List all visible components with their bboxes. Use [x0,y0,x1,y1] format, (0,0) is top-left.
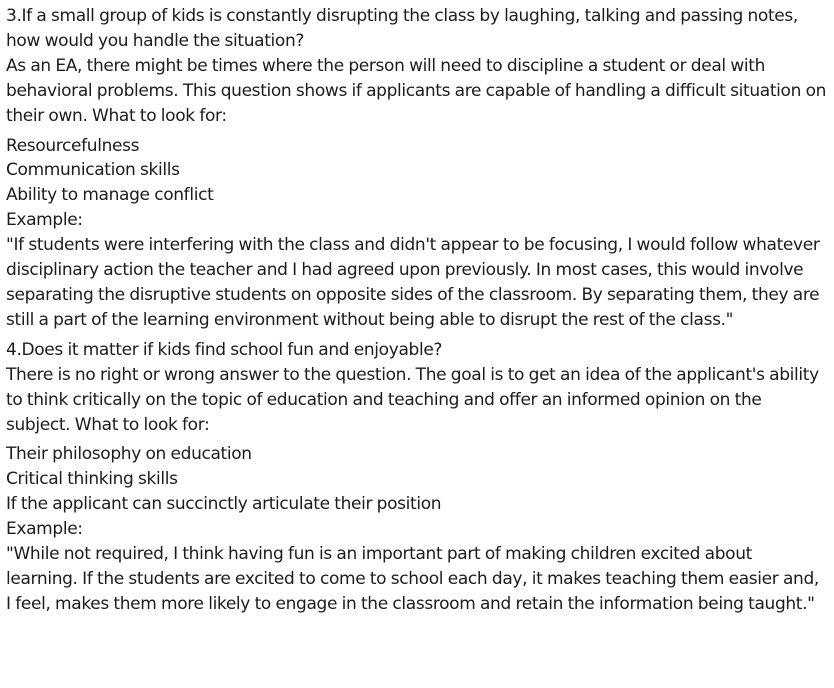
trait-item: If the applicant can succinctly articulate their position [6,494,442,515]
question-3-section [6,4,828,129]
trait-item: Communication skills [6,160,180,181]
example-label: Example: [6,210,83,231]
trait-item: Critical thinking skills [6,469,178,490]
example-answer: "If students were interfering with the class and didn't appear to be focusing, I would follow whatever disciplinary action the teacher and I had agreed upon previously. In most cases, this would involve separating the disruptive students on opposite sides of the classroom. By separating them, they are still a part of the learning environment without being able to disrupt the rest of the class." [6,235,820,330]
question-3-title: 3.If a small group of kids is constantly disrupting the class by laughing, talking and passing notes, how would you handle the situation? [6,6,798,51]
question-4-details [6,442,828,616]
trait-item: Resourcefulness [6,135,140,156]
question-3-intro: As an EA, there might be times where the person will need to discipline a student or deal with behavioral problems. This question shows if applicants are capable of handling a difficult situation on their own. What to look for: [6,55,827,126]
question-4-title: 4.Does it matter if kids find school fun and enjoyable? [6,339,443,360]
question-4-intro: There is no right or wrong answer to the question. The goal is to get an idea of the applicant's ability to think critically on the topic of education and teaching and offer an informed opinion on the subject. What to look for: [6,364,819,435]
example-answer: "While not required, I think having fun is an important part of making children excited about learning. If the students are excited to come to school each day, it makes teaching them easier and, I feel, makes them more likely to engage in the classroom and retain the information being taught." [6,544,819,614]
question-4-section [6,338,828,438]
trait-item: Their philosophy on education [6,444,252,465]
question-3-details [6,134,828,333]
trait-item: Ability to manage conflict [6,185,214,206]
example-label: Example: [6,519,83,540]
